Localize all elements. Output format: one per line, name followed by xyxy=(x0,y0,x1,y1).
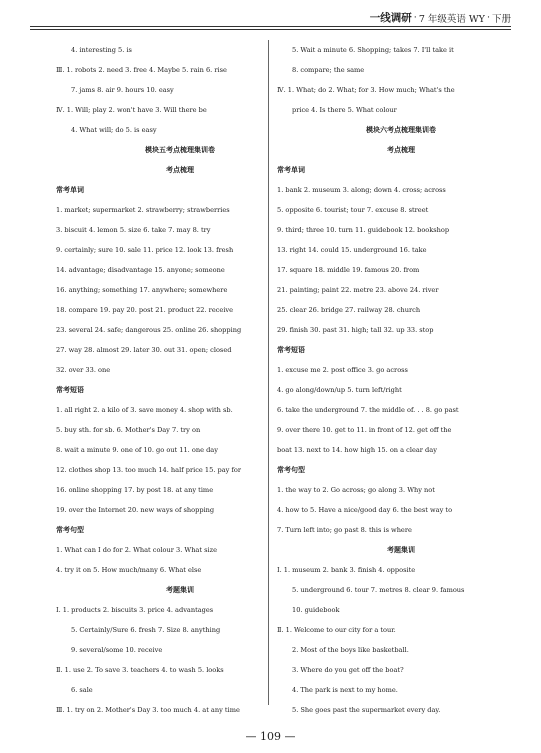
answer-line: 14. advantage; disadvantage 15. anyone; someone xyxy=(56,266,225,274)
answer-line: 18. compare 19. pay 20. post 21. product 22. receive xyxy=(56,306,234,314)
header-separator: · xyxy=(486,12,490,23)
section-heading: 考点梳理 xyxy=(387,145,415,154)
answer-line: 4. go along/down/up 5. turn left/right xyxy=(277,386,402,394)
answer-line: price 4. Is there 5. What colour xyxy=(292,106,397,114)
section-heading: 常考短语 xyxy=(56,385,84,394)
section-heading: 常考句型 xyxy=(56,525,84,534)
answer-line: Ⅰ. 1. products 2. biscuits 3. price 4. advantages xyxy=(56,606,214,614)
answer-line: 5. Certainly/Sure 6. fresh 7. Size 8. anything xyxy=(71,626,221,634)
answer-line: 4. The park is next to my home. xyxy=(292,686,398,694)
answer-line: 6. take the underground 7. the middle of. . . 8. go past xyxy=(277,406,459,414)
column-divider xyxy=(268,40,269,705)
section-heading: 常考单词 xyxy=(277,165,305,174)
answer-line: Ⅱ. 1. Welcome to our city for a tour. xyxy=(277,626,396,634)
page-header xyxy=(370,10,511,25)
answer-line: 5. opposite 6. tourist; tour 7. excuse 8. street xyxy=(277,206,429,214)
answer-line: 8. compare; the same xyxy=(292,66,365,74)
answer-line: 1. all right 2. a kilo of 3. save money 4. shop with sb. xyxy=(56,406,233,414)
answer-line: 23. several 24. safe; dangerous 25. online 26. shopping xyxy=(56,326,242,334)
answer-line: 16. online shopping 17. by post 18. at any time xyxy=(56,486,214,494)
answer-line: 9. certainly; sure 10. sale 11. price 12. look 13. fresh xyxy=(56,246,234,254)
answer-line: 9. several/some 10. receive xyxy=(71,646,163,654)
answer-line: 7. Turn left into; go past 8. this is where xyxy=(277,526,412,534)
left-column xyxy=(56,40,304,720)
answer-line: 4. interesting 5. is xyxy=(71,46,132,54)
answer-line: 16. anything; something 17. anywhere; somewhere xyxy=(56,286,228,294)
answer-line: 12. clothes shop 13. too much 14. half price 15. pay for xyxy=(56,466,242,474)
answer-line: 4. What will; do 5. is easy xyxy=(71,126,157,134)
answer-line: 4. try it on 5. How much/many 6. What else xyxy=(56,566,202,574)
answer-line: 1. What can I do for 2. What colour 3. What size xyxy=(56,546,217,554)
answer-line: 10. guidebook xyxy=(292,606,340,614)
answer-line: Ⅱ. 1. use 2. To save 3. teachers 4. to wash 5. looks xyxy=(56,666,224,674)
answer-line: 3. Where do you get off the boat? xyxy=(292,666,404,674)
answer-line: 5. buy sth. for sb. 6. Mother's Day 7. try on xyxy=(56,426,201,434)
answer-line: 25. clear 26. bridge 27. railway 28. church xyxy=(277,306,421,314)
answer-line: 13. right 14. could 15. underground 16. take xyxy=(277,246,427,254)
section-heading: 考点梳理 xyxy=(166,165,194,174)
answer-line: 1. excuse me 2. post office 3. go across xyxy=(277,366,408,374)
answer-line: Ⅰ. 1. museum 2. bank 3. finish 4. opposite xyxy=(277,566,416,574)
answer-line: 1. bank 2. museum 3. along; down 4. cross; across xyxy=(277,186,446,194)
header-rule xyxy=(30,26,511,30)
answer-line: Ⅳ. 1. What; do 2. What; for 3. How much; What's the xyxy=(277,86,455,94)
header-term: 下册 xyxy=(491,13,511,25)
answer-line: 5. She goes past the supermarket every day. xyxy=(292,706,441,714)
answer-line: 29. finish 30. past 31. high; tall 32. up 33. stop xyxy=(277,326,434,334)
right-column xyxy=(277,40,525,720)
section-heading: 模块六考点梳理集训卷 xyxy=(366,125,436,134)
section-heading: 常考短语 xyxy=(277,345,305,354)
section-heading: 常考句型 xyxy=(277,465,305,474)
answer-line: 21. painting; paint 22. metre 23. above 24. river xyxy=(277,286,439,294)
answer-line: Ⅲ. 1. try on 2. Mother's Day 3. too much 4. at any time xyxy=(56,706,240,714)
header-subtitle: 7 年级英语 WY xyxy=(418,13,485,25)
answer-line: 27. way 28. almost 29. later 30. out 31. open; closed xyxy=(56,346,232,354)
answer-line: 6. sale xyxy=(71,686,93,694)
answer-line: 1. the way to 2. Go across; go along 3. Why not xyxy=(277,486,435,494)
answer-line: Ⅲ. 1. robots 2. need 3. free 4. Maybe 5. rain 6. rise xyxy=(56,66,227,74)
answer-line: 8. wait a minute 9. one of 10. go out 11. one day xyxy=(56,446,218,454)
answer-line: 3. biscuit 4. lemon 5. size 6. take 7. may 8. try xyxy=(56,226,211,234)
answer-line: 4. how to 5. Have a nice/good day 6. the best way to xyxy=(277,506,453,514)
page-number: — 109 — xyxy=(245,730,296,743)
answer-line: 1. market; supermarket 2. strawberry; strawberries xyxy=(56,206,230,214)
answer-line: 19. over the Internet 20. new ways of shopping xyxy=(56,506,215,514)
section-heading: 考题集训 xyxy=(387,545,415,554)
answer-line: 5. underground 6. tour 7. metres 8. clear 9. famous xyxy=(292,586,465,594)
header-separator: · xyxy=(413,12,417,23)
section-heading: 常考单词 xyxy=(56,185,84,194)
answer-line: 9. third; three 10. turn 11. guidebook 12. bookshop xyxy=(277,226,450,234)
answer-line: Ⅳ. 1. Will; play 2. won't have 3. Will there be xyxy=(56,106,207,114)
answer-line: boat 13. next to 14. how high 15. on a clear day xyxy=(277,446,437,454)
section-heading: 考题集训 xyxy=(166,585,194,594)
answer-line: 9. over there 10. get to 11. in front of 12. get off the xyxy=(277,426,452,434)
answer-line: 7. jams 8. air 9. hours 10. easy xyxy=(71,86,174,94)
answer-line: 17. square 18. middle 19. famous 20. from xyxy=(277,266,420,274)
answer-line: 32. over 33. one xyxy=(56,366,111,374)
section-heading: 模块五考点梳理集训卷 xyxy=(145,145,215,154)
header-brand: 一线调研 xyxy=(369,12,412,24)
answer-line: 5. Wait a minute 6. Shopping; takes 7. I'll take it xyxy=(292,46,454,54)
answer-line: 2. Most of the boys like basketball. xyxy=(292,646,409,654)
